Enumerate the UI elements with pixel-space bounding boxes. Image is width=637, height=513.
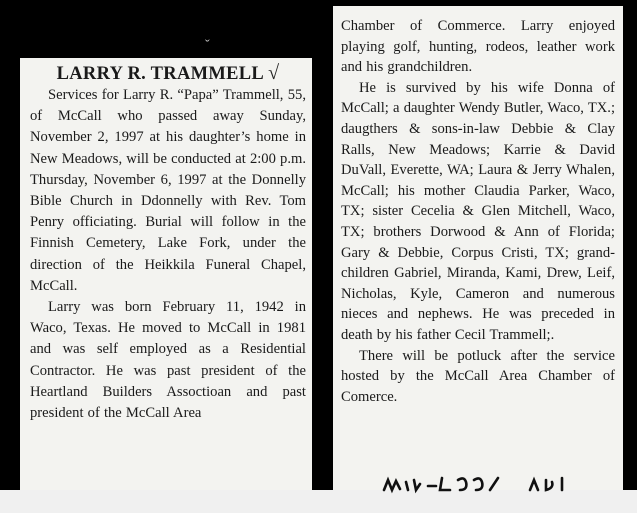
potluck-paragraph: There will be potluck after the service hosted by the McCall Area Chamber of Comerce. [341,347,615,405]
biography-continuation: Chamber of Commerce. Larry enjoyed playing golf, hunting, rodeos, leather work and his grandchildren. [341,18,615,76]
obituary-clipping-right [333,6,623,490]
obituary-heading [30,62,306,85]
pen-mark: ˇ [205,38,210,53]
survivors-paragraph: He is survived by his wife Donna of McCall; a daughter Wendy Butler, Waco, TX.; daugthers & sons-in-law Debbie & Clay Ralls, New Meadows; Karrie & David DuVall, Everette, WA; Laura & Jerry Whalen, McCall; his mother Claudia Parker, Waco, TX; sister Cecelia & Glen Mitchell, Waco, TX; brothers Dorwood & Ann of Florida; Gary & Debbie, Corpus Cristi, TX; grand-children Gabriel, Miranda, Kami, Drew, Leif, Nicholas, Kyle, Cameron and numerous nieces and nephews. He was preceded in death by his father Cecil Trammell;. [341,79,615,343]
obituary-name: LARRY R. TRAMMELL [56,64,265,84]
obituary-clipping-left [20,58,312,490]
handwritten-check-mark: √ [268,62,280,84]
handwritten-date-scribble [380,472,590,494]
services-paragraph: Services for Larry R. “Papa” Trammell, 55, of McCall who passed away Sunday, November 2, 1997 at his daughter’s home in New Meadows, will be conducted at 2:00 p.m. Thursday, November 6, 1997 at the Donnelly Bible Church in Ddonnelly with Rev. Tom Penry officiating. Burial will follow in the Finnish Cemetery, Lake Fork, under the direction of the Heikkila Funeral Chapel, McCall. [30,87,306,294]
biography-paragraph: Larry was born February 11, 1942 in Waco, Texas. He moved to McCall in 1981 and was self employed as a Residential Contractor. He was past president of the Heartland Builders Assoctioan and past president of the McCall Area [30,299,306,422]
